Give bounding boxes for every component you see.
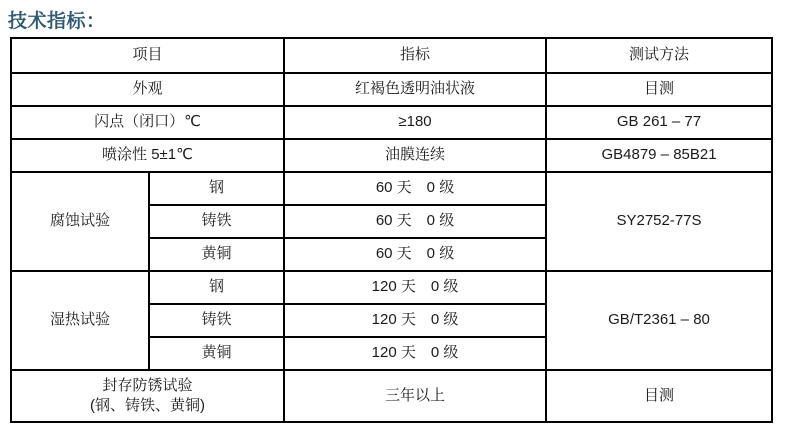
cell-corrosion-steel-indicator: 60 天 0 级: [284, 172, 546, 205]
row-seal-rust: [11, 370, 772, 422]
cell-damp-heat-cast-iron-material: 铸铁: [149, 304, 284, 337]
cell-flash-point-method: GB 261 – 77: [546, 106, 772, 139]
cell-seal-rust-item-line2: (钢、铸铁、黄铜): [90, 397, 205, 414]
cell-damp-heat-group: 湿热试验: [11, 271, 149, 370]
table-header-row: [11, 38, 772, 73]
cell-seal-rust-indicator: 三年以上: [284, 370, 546, 422]
cell-damp-heat-steel-material: 钢: [149, 271, 284, 304]
cell-corrosion-cast-iron-material: 铸铁: [149, 205, 284, 238]
cell-sprayability-indicator: 油膜连续: [284, 139, 546, 172]
row-corrosion-steel: [11, 172, 772, 205]
column-header-item: 项目: [11, 38, 284, 73]
cell-sprayability-item: 喷涂性 5±1℃: [11, 139, 284, 172]
cell-corrosion-cast-iron-indicator: 60 天 0 级: [284, 205, 546, 238]
row-appearance: [11, 73, 772, 106]
cell-seal-rust-item-line1: 封存防锈试验: [102, 376, 193, 394]
cell-flash-point-item: 闪点（闭口）℃: [11, 106, 284, 139]
cell-corrosion-method: SY2752-77S: [546, 172, 772, 271]
row-sprayability: [11, 139, 772, 172]
row-damp-heat-steel: [11, 271, 772, 304]
cell-damp-heat-brass-indicator: 120 天 0 级: [284, 337, 546, 370]
cell-appearance-item: 外观: [11, 73, 284, 106]
cell-damp-heat-brass-material: 黄铜: [149, 337, 284, 370]
cell-flash-point-indicator: ≥180: [284, 106, 546, 139]
cell-appearance-indicator: 红褐色透明油状液: [284, 73, 546, 106]
cell-damp-heat-steel-indicator: 120 天 0 级: [284, 271, 546, 304]
row-flash-point: [11, 106, 772, 139]
technical-spec-table: [10, 37, 773, 423]
cell-damp-heat-method: GB/T2361 – 80: [546, 271, 772, 370]
cell-damp-heat-cast-iron-indicator: 120 天 0 级: [284, 304, 546, 337]
cell-seal-rust-item: [11, 370, 284, 422]
cell-corrosion-brass-indicator: 60 天 0 级: [284, 238, 546, 271]
cell-appearance-method: 目测: [546, 73, 772, 106]
column-header-method: 测试方法: [546, 38, 772, 73]
cell-seal-rust-method: 目测: [546, 370, 772, 422]
cell-corrosion-group: 腐蚀试验: [11, 172, 149, 271]
column-header-indicator: 指标: [284, 38, 546, 73]
cell-corrosion-brass-material: 黄铜: [149, 238, 284, 271]
cell-corrosion-steel-material: 钢: [149, 172, 284, 205]
page-title: 技术指标：: [8, 11, 106, 32]
cell-sprayability-method: GB4879 – 85B21: [546, 139, 772, 172]
